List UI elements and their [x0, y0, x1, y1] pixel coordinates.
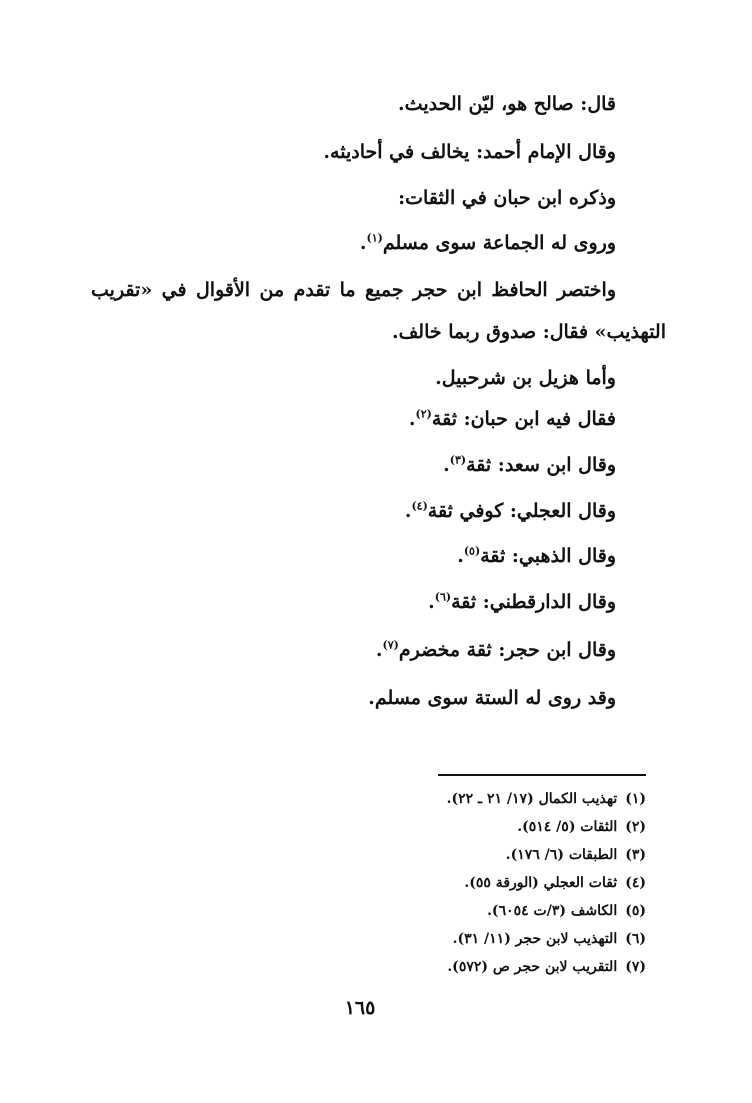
body-line-7-text: وأما هزيل بن شرحبيل. [435, 367, 616, 389]
footnote-4 [464, 872, 646, 894]
body-line-5-text: واختصر الحافظ ابن حجر جميع ما تقدم من الأقوال في «تقريب [91, 279, 616, 301]
body-line-13-period: . [375, 639, 383, 661]
footnote-6-number: (٦) [625, 931, 646, 947]
footnote-ref-2: (٢) [415, 407, 432, 421]
body-line-12 [428, 588, 616, 616]
footnote-2-text: الثقات (٥/ ٥١٤). [517, 819, 618, 835]
body-line-9-text: وقال ابن سعد: ثقة [466, 454, 616, 476]
footnote-ref-6: (٦) [434, 590, 452, 604]
footnote-3-text: الطبقات (٦/ ١٧٦). [505, 847, 618, 863]
footnote-separator [438, 774, 646, 776]
body-line-14-text: وقد روى له الستة سوى مسلم. [368, 687, 616, 709]
footnote-1 [447, 788, 646, 810]
footnote-6 [453, 928, 646, 950]
footnote-1-text: تهذيب الكمال (١٧/ ٢١ ـ ٢٢). [446, 791, 618, 807]
body-line-10-period: . [404, 500, 412, 522]
body-line-1-text: قال: صالح هو، ليّن الحديث. [398, 93, 616, 115]
footnote-1-number: (١) [625, 791, 646, 807]
body-line-6-text: التهذيب» فقال: صدوق ربما خالف. [392, 321, 666, 343]
footnote-4-text: ثقات العجلي (الورقة ٥٥). [464, 875, 618, 891]
body-line-2-text: وقال الإمام أحمد: يخالف في أحاديثه. [323, 141, 616, 163]
body-line-12-text: وقال الدارقطني: ثقة [451, 591, 616, 613]
footnote-7-text: التقريب لابن حجر ص (٥٧٢). [447, 959, 618, 975]
body-line-7 [435, 364, 616, 392]
body-line-2 [323, 138, 616, 166]
body-line-12-period: . [428, 591, 435, 613]
footnote-7-number: (٧) [625, 959, 646, 975]
body-line-8 [409, 405, 616, 433]
body-line-11-period: . [457, 545, 464, 567]
body-line-4-text: وروى له الجماعة سوى مسلم [382, 232, 616, 254]
body-line-9-period: . [443, 454, 450, 476]
footnote-5 [487, 900, 646, 922]
body-line-6 [392, 318, 666, 346]
footnote-ref-5: (٥) [463, 544, 481, 558]
body-line-3-text: وذكره ابن حبان في الثقات: [398, 187, 616, 209]
footnote-2-number: (٢) [625, 819, 646, 835]
body-line-5 [91, 276, 616, 304]
body-line-14 [368, 684, 616, 712]
footnote-ref-3: (٣) [449, 453, 467, 467]
footnote-6-text: التهذيب لابن حجر (١١/ ٣١). [452, 931, 618, 947]
body-line-1 [398, 90, 616, 118]
footnote-ref-7: (٧) [382, 638, 399, 652]
body-line-10 [405, 497, 616, 525]
body-line-3 [398, 184, 616, 212]
footnote-4-number: (٤) [625, 875, 646, 891]
body-line-10-text: وقال العجلي: كوفي ثقة [427, 500, 616, 522]
footnote-2 [517, 816, 646, 838]
footnote-5-text: الكاشف (٣/ت ٦٠٥٤). [487, 903, 618, 919]
body-line-4-period: . [359, 232, 367, 254]
body-line-4 [360, 229, 616, 257]
footnote-3 [506, 844, 646, 866]
body-line-9 [443, 451, 616, 479]
footnote-3-number: (٣) [625, 847, 646, 863]
footnote-7 [447, 956, 646, 978]
footnote-ref-1: (١) [366, 231, 383, 245]
body-line-13 [376, 636, 616, 664]
body-line-11-text: وقال الذهبي: ثقة [480, 545, 616, 567]
footnote-ref-4: (٤) [411, 499, 428, 513]
page-number: ١٦٥ [344, 997, 376, 1019]
body-line-8-text: فقال فيه ابن حبان: ثقة [431, 408, 616, 430]
body-line-11 [457, 542, 616, 570]
body-line-8-period: . [408, 408, 416, 430]
body-line-13-text: وقال ابن حجر: ثقة مخضرم [398, 639, 616, 661]
footnote-5-number: (٥) [625, 903, 646, 919]
